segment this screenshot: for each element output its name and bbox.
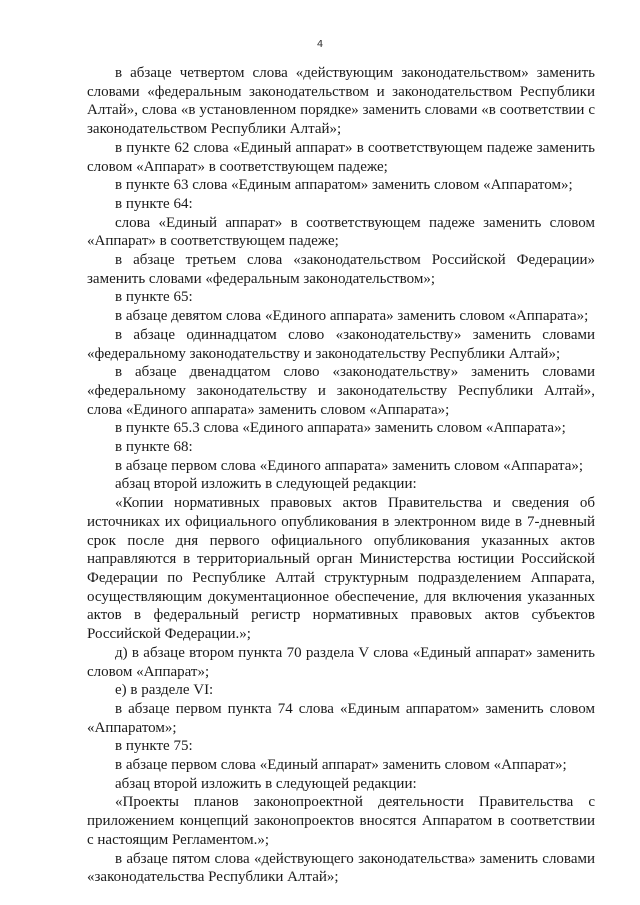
paragraph: в абзаце двенадцатом слово «законодательству» заменить словами «федеральному законодательству и законодательству Республики Алтай», слова «Единого аппарата» заменить словом «Аппарата»; [87,364,595,418]
paragraph: в абзаце третьем слова «законодательством Российской Федерации» заменить словами «федеральным законодательством»; [87,252,595,287]
paragraph: е) в разделе VI: [115,682,214,699]
page-number: 4 [316,39,324,50]
paragraph: в абзаце четвертом слова «действующим законодательством» заменить словами «федеральным законодательством и законодательством Республики Алтай», слова «в установленном порядке» заменить словами «в соответствии с законодательством Республики Алтай»; [87,65,595,138]
paragraph: в пункте 64: [115,195,193,212]
paragraph: абзац второй изложить в следующей редакции: [115,775,417,792]
paragraph: в абзаце первом слова «Единого аппарата» заменить словом «Аппарата»; [115,457,584,474]
quoted-paragraph: «Копии нормативных правовых актов Правительства и сведения об источниках их официального опубликования в электронном виде в 7-дневный срок после дня первого официального опубликования указанных актов направляются в территориальный орган Министерства юстиции Российской Федерации по Республике Алтай структурным подразделением Аппарата, осуществляющим документационное обеспечение, для включения указанных актов в федеральный регистр нормативных правовых актов субъектов Российской Федерации.»; [87,495,595,643]
paragraph: в пункте 65: [115,289,193,306]
paragraph: в пункте 65.3 слова «Единого аппарата» заменить словом «Аппарата»; [115,420,566,437]
paragraph: в абзаце первом пункта 74 слова «Единым аппаратом» заменить словом «Аппаратом»; [87,700,595,736]
paragraph: в пункте 63 слова «Единым аппаратом» заменить словом «Аппаратом»; [115,177,573,194]
paragraph: абзац второй изложить в следующей редакции: [115,476,417,493]
paragraph: в пункте 62 слова «Единый аппарат» в соответствующем падеже заменить словом «Аппарат» в соответствующем падеже; [87,139,595,175]
paragraph: в абзаце пятом слова «действующего законодательства» заменить словами «законодательства Республики Алтай»; [87,850,595,886]
paragraph: в абзаце первом слова «Единый аппарат» заменить словом «Аппарат»; [115,757,567,774]
paragraph: в абзаце одиннадцатом слово «законодательству» заменить словами «федеральному законодательству и законодательству Республики Алтай»; [87,326,595,362]
paragraph: д) в абзаце втором пункта 70 раздела V слова «Единый аппарат» заменить словом «Аппарат»; [87,644,595,680]
document-body [87,64,595,887]
paragraph: слова «Единый аппарат» в соответствующем падеже заменить словом «Аппарат» в соответствующем падеже; [87,214,595,250]
paragraph: в абзаце девятом слова «Единого аппарата» заменить словом «Аппарата»; [115,308,589,325]
paragraph: в пункте 75: [115,738,193,755]
quoted-paragraph: «Проекты планов законопроектной деятельности Правительства с приложением концепций законопроектов вносятся Аппаратом в соответствии с настоящим Регламентом.»; [87,794,595,848]
paragraph: в пункте 68: [115,439,193,456]
